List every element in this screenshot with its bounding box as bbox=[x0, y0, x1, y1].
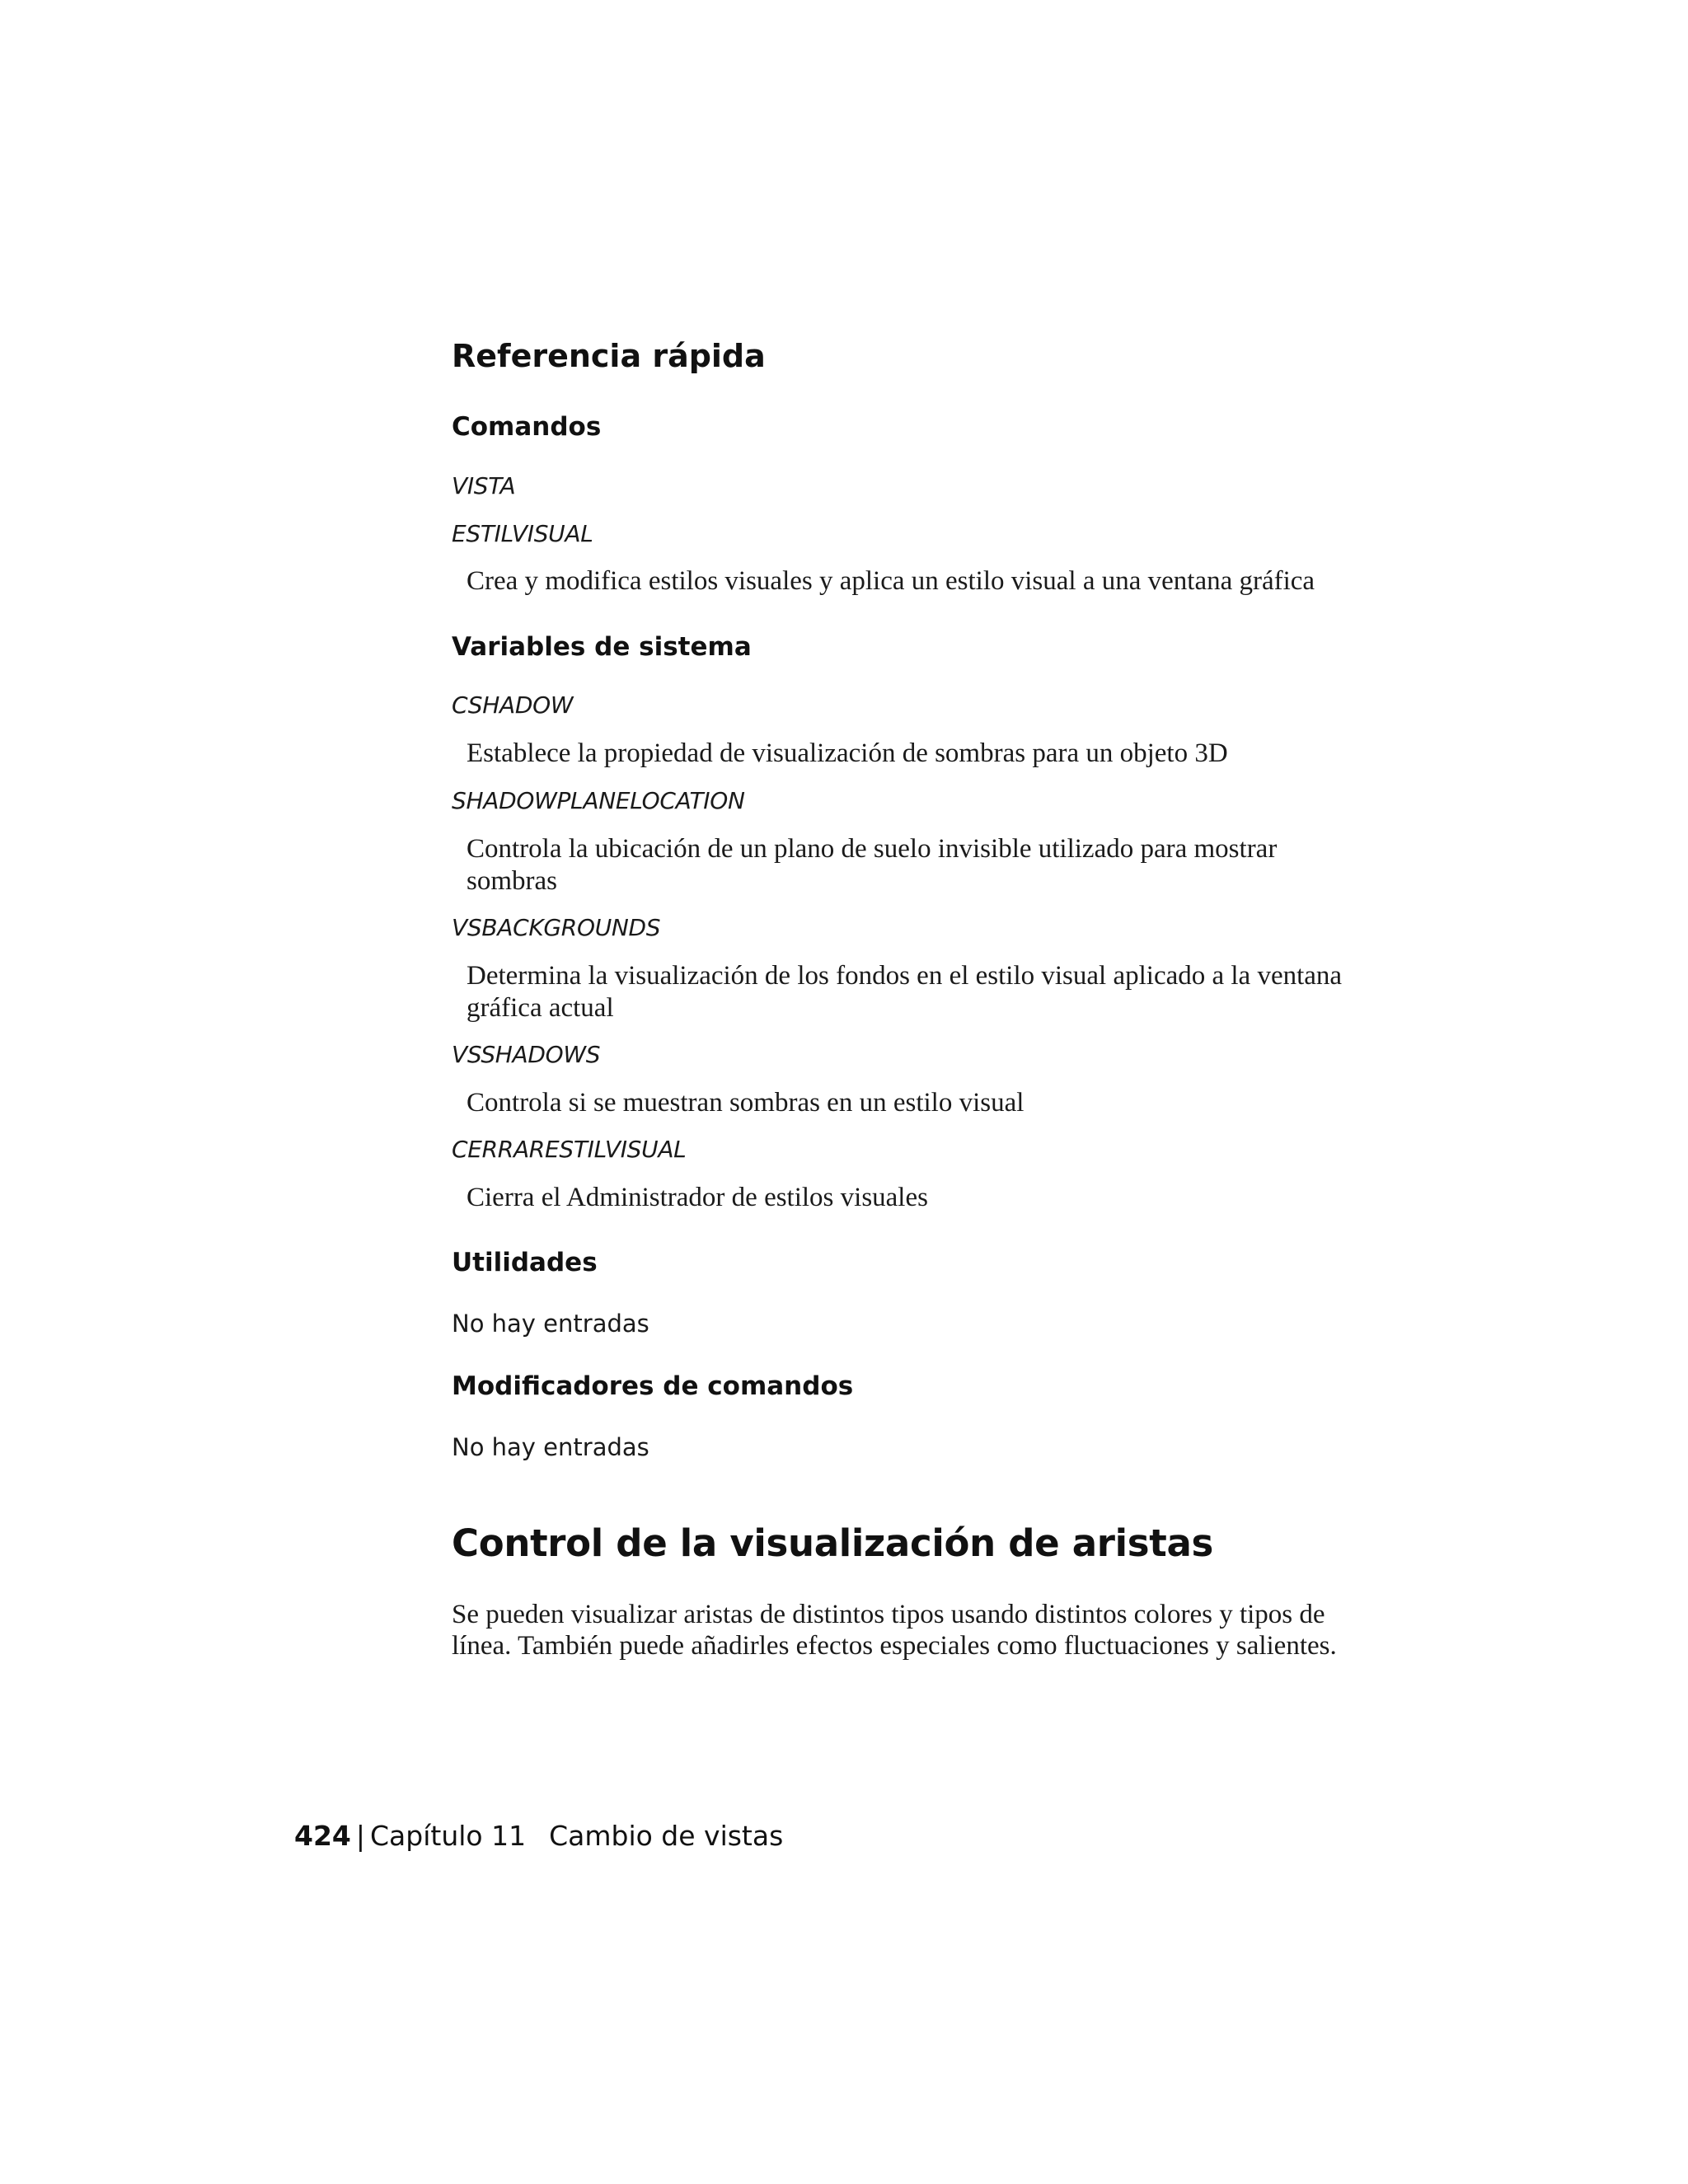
variable-term-shadowplanelocation: SHADOWPLANELOCATION bbox=[452, 787, 745, 814]
section-body-paragraph: Se pueden visualizar aristas de distintos tipos usando distintos colores y tipos de línea. También puede añadirles efectos especiales como fluctuaciones y salientes. bbox=[452, 1600, 1337, 1661]
quick-reference-heading: Referencia rápida bbox=[452, 338, 766, 374]
system-variables-heading: Variables de sistema bbox=[452, 632, 752, 662]
page-footer bbox=[294, 1818, 783, 1854]
command-term-vista: VISTA bbox=[452, 472, 516, 499]
command-modifiers-text: No hay entradas bbox=[452, 1433, 649, 1461]
page-number: 424 bbox=[294, 1820, 351, 1852]
variable-term-vsshadows: VSSHADOWS bbox=[452, 1041, 601, 1068]
variable-description-shadowplanelocation: Controla la ubicación de un plano de suelo invisible utilizado para mostrar sombras bbox=[467, 834, 1278, 896]
variable-term-vsbackgrounds: VSBACKGROUNDS bbox=[452, 914, 661, 941]
command-term-estilvisual: ESTILVISUAL bbox=[452, 520, 593, 547]
footer-chapter-title: Cambio de vistas bbox=[549, 1820, 784, 1852]
command-description-estilvisual: Crea y modifica estilos visuales y aplica un estilo visual a una ventana gráfica bbox=[467, 566, 1315, 596]
variable-term-cshadow: CSHADOW bbox=[452, 691, 574, 719]
variable-description-vsbackgrounds: Determina la visualización de los fondos en el estilo visual aplicado a la ventana gráfica actual bbox=[467, 961, 1343, 1023]
section-title: Control de la visualización de aristas bbox=[452, 1521, 1214, 1565]
variable-term-cerrarestilvisual: CERRARESTILVISUAL bbox=[452, 1136, 687, 1163]
command-modifiers-heading: Modificadores de comandos bbox=[452, 1371, 854, 1401]
variable-description-cshadow: Establece la propiedad de visualización de sombras para un objeto 3D bbox=[467, 738, 1228, 768]
footer-chapter: Capítulo 11 bbox=[370, 1820, 527, 1852]
footer-separator: | bbox=[355, 1820, 366, 1852]
variable-description-vsshadows: Controla si se muestran sombras en un estilo visual bbox=[467, 1088, 1025, 1118]
utilities-heading: Utilidades bbox=[452, 1248, 598, 1277]
commands-heading: Comandos bbox=[452, 412, 602, 442]
variable-description-cerrarestilvisual: Cierra el Administrador de estilos visuales bbox=[467, 1183, 928, 1212]
utilities-text: No hay entradas bbox=[452, 1310, 649, 1338]
